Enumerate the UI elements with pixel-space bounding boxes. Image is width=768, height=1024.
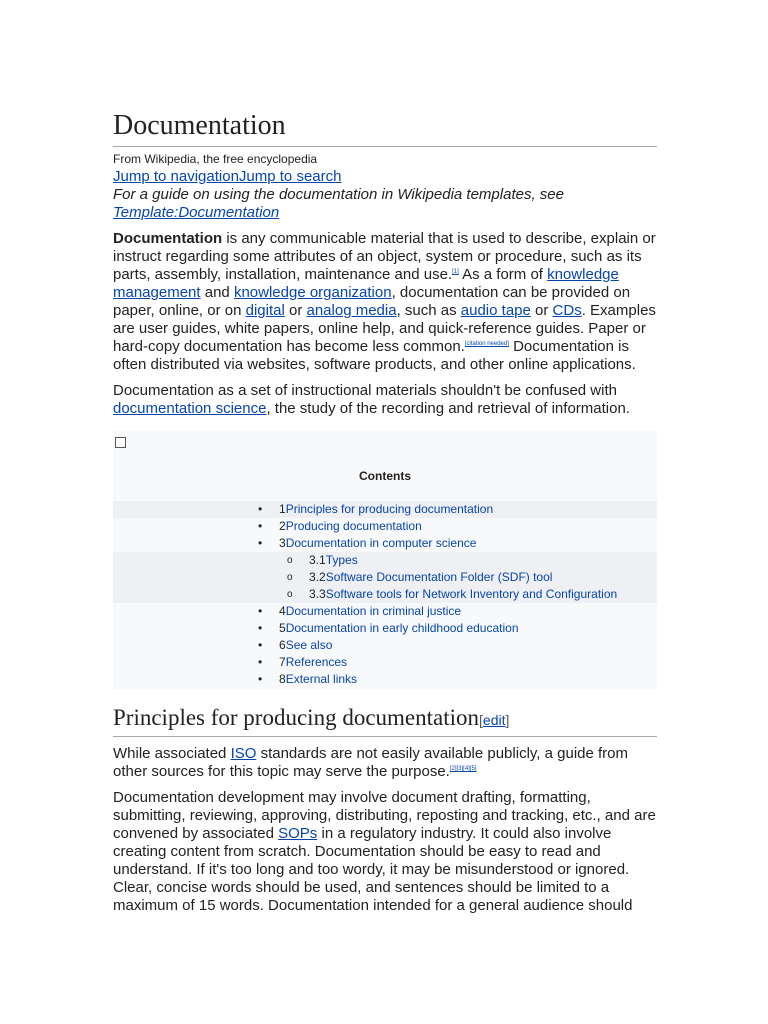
intro-text: Documentation is often distributed via websites, software products, and other online applications.: [113, 338, 636, 373]
toc-number: 5: [279, 621, 286, 635]
hatnote: [113, 186, 657, 222]
toc-link[interactable]: See also: [285, 638, 333, 652]
toc-number: 7: [279, 655, 286, 669]
citation-needed-link[interactable]: [citation needed]: [464, 341, 509, 347]
knowledge-organization-link[interactable]: knowledge organization: [233, 284, 392, 301]
toc-number: 3.1: [309, 553, 326, 567]
intro-text: is any communicable material that is used to describe, explain or instruct regarding some attributes of an object, system or procedure, such as its parts, assembly, installation, maintenance and use.: [113, 230, 656, 283]
circle-bullet-icon: o: [287, 572, 293, 583]
jump-links: [113, 167, 657, 186]
toc-item[interactable]: [113, 654, 657, 671]
toc-link[interactable]: References: [285, 655, 348, 669]
toc-number: 3: [279, 536, 286, 550]
jump-to-navigation-link[interactable]: Jump to navigation: [113, 168, 239, 185]
toc-number: 6: [279, 638, 286, 652]
analog-media-link[interactable]: analog media: [306, 302, 397, 319]
toc-list: [113, 501, 657, 688]
para2-text: , the study of the recording and retrieval of information.: [266, 400, 630, 417]
toc-title: Contents: [359, 469, 411, 483]
second-paragraph: [113, 382, 657, 418]
intro-text: , such as: [396, 302, 461, 319]
bullet-icon: •: [258, 502, 263, 516]
page-title: Documentation: [113, 108, 657, 147]
intro-text: As a form of: [458, 266, 548, 283]
toc-toggle-checkbox[interactable]: [115, 437, 126, 448]
edit-section: [edit]: [479, 712, 510, 728]
section-heading-text: Principles for producing documentation: [113, 705, 480, 730]
toc-number: 3.2: [309, 570, 326, 584]
section1-text: While associated: [113, 745, 231, 762]
toc-link[interactable]: Documentation in criminal justice: [285, 604, 462, 618]
bullet-icon: •: [258, 519, 263, 533]
intro-text: or: [284, 302, 307, 319]
digital-link[interactable]: digital: [245, 302, 285, 319]
documentation-science-link[interactable]: documentation science: [113, 400, 267, 417]
intro-paragraph: [113, 230, 657, 374]
toc-item[interactable]: [113, 501, 657, 518]
article: [113, 108, 657, 915]
ref-link-1[interactable]: [1]: [452, 269, 459, 275]
toc-subitem[interactable]: [113, 569, 657, 586]
section1-text: Documentation development may involve document drafting, formatting, submitting, reviewing, approving, distributing, reposting and tracking, etc., and are convened by associated: [113, 789, 656, 842]
intro-text: and: [200, 284, 234, 301]
bullet-icon: •: [258, 604, 263, 618]
intro-text: . Examples are user guides, white papers, online help, and quick-reference guides. Paper or hard-copy documentation has become less common.: [113, 302, 656, 355]
para2-text: Documentation as a set of instructional materials shouldn't be confused with: [113, 382, 617, 399]
intro-bold-term: Documentation: [113, 230, 223, 247]
section1-text: in a regulatory industry. It could also involve creating content from scratch. Documentation should be easy to read and understand. If it's too long and too wordy, it may be misunderstood or ignored. Clear, concise words should be used, and sentences should be limited to a maximum of 15 words. Documentation intended for a general audience should: [113, 825, 633, 914]
section1-text: standards are not easily available publicly, a guide from other sources for this topic may serve the purpose.: [113, 745, 629, 780]
section-heading-principles: [113, 704, 657, 737]
toc-link[interactable]: Producing documentation: [285, 519, 422, 533]
circle-bullet-icon: o: [287, 589, 293, 600]
jump-to-search-link[interactable]: Jump to search: [238, 168, 342, 185]
toc-link[interactable]: External links: [285, 672, 358, 686]
section1-paragraph-2: [113, 789, 657, 915]
toc-link[interactable]: Software Documentation Folder (SDF) tool: [325, 570, 553, 584]
cds-link[interactable]: CDs: [552, 302, 582, 319]
toc-number: 8: [279, 672, 286, 686]
table-of-contents: [113, 431, 657, 689]
toc-link[interactable]: Documentation in early childhood education: [285, 621, 519, 635]
bullet-icon: •: [258, 638, 263, 652]
toc-item[interactable]: [113, 671, 657, 688]
intro-text: , documentation can be provided on paper, online, or on: [113, 284, 631, 319]
tagline: From Wikipedia, the free encyclopedia: [113, 152, 318, 166]
intro-text: or: [530, 302, 553, 319]
ref-links-2-5[interactable]: [2][3][4][5]: [449, 766, 477, 772]
bullet-icon: •: [258, 672, 263, 686]
toc-link[interactable]: Software tools for Network Inventory and Configuration: [325, 587, 618, 601]
toc-link[interactable]: Types: [325, 553, 358, 567]
template-documentation-link[interactable]: Template:Documentation: [113, 204, 280, 221]
toc-item[interactable]: [113, 637, 657, 654]
toc-item[interactable]: [113, 603, 657, 620]
bullet-icon: •: [258, 621, 263, 635]
toc-number: 3.3: [309, 587, 326, 601]
bullet-icon: •: [258, 655, 263, 669]
toc-number: 1: [279, 502, 286, 516]
iso-link[interactable]: ISO: [230, 745, 257, 762]
toc-item[interactable]: [113, 535, 657, 552]
toc-subitem[interactable]: [113, 586, 657, 603]
edit-link[interactable]: edit: [482, 712, 506, 728]
bullet-icon: •: [258, 536, 263, 550]
toc-item[interactable]: [113, 518, 657, 535]
sops-link[interactable]: SOPs: [278, 825, 318, 842]
toc-number: 2: [279, 519, 286, 533]
audio-tape-link[interactable]: audio tape: [460, 302, 531, 319]
toc-subitem[interactable]: [113, 552, 657, 569]
hatnote-text: For a guide on using the documentation in Wikipedia templates, see: [113, 186, 564, 203]
section1-paragraph-1: [113, 745, 657, 781]
toc-link[interactable]: Principles for producing documentation: [285, 502, 494, 516]
knowledge-management-link[interactable]: knowledge management: [113, 266, 619, 301]
toc-number: 4: [279, 604, 286, 618]
circle-bullet-icon: o: [287, 555, 293, 566]
toc-link[interactable]: Documentation in computer science: [285, 536, 477, 550]
toc-item[interactable]: [113, 620, 657, 637]
